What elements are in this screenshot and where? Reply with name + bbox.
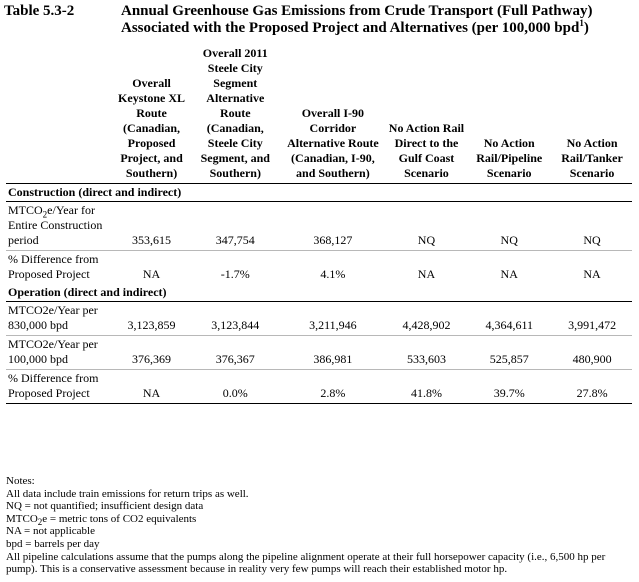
table-cell: 347,754: [191, 202, 279, 251]
row-label: MTCO2e/Year per 830,000 bpd: [6, 302, 112, 336]
table-cell: NA: [583, 267, 601, 281]
table-cell: 376,367: [191, 336, 279, 370]
column-header: Overall 2011 Steele City Segment Alternative Route (Canadian, Steele City Segment, and Southern): [200, 46, 270, 180]
section-label: Construction (direct and indirect): [6, 184, 632, 202]
row-label: [6, 202, 112, 251]
note-line: bpd = barrels per day: [6, 537, 100, 550]
table-cell: 2.8%: [279, 370, 386, 404]
row-label: % Difference from Proposed Project: [8, 252, 99, 281]
notes-heading: Notes:: [6, 475, 35, 487]
row-label-part: MTCO: [8, 203, 43, 217]
table-cell: 3,211,946: [279, 302, 386, 336]
table-cell: 386,981: [279, 336, 386, 370]
table-cell: 39.7%: [466, 370, 552, 404]
row-label: MTCO2e/Year per 100,000 bpd: [6, 336, 112, 370]
table-cell: NA: [142, 267, 161, 281]
table-cell: NA: [500, 267, 518, 281]
section-label: Operation (direct and indirect): [6, 284, 632, 302]
table-cell: 533,603: [387, 336, 467, 370]
table-cell: 368,127: [279, 202, 386, 251]
section-row-operation: [6, 284, 632, 302]
title-close-paren: ): [583, 20, 589, 36]
header-row: [6, 46, 632, 184]
note-line: NQ = not quantified; insufficient design data: [6, 500, 204, 513]
table-title-text: Annual Greenhouse Gas Emissions from Crude Transport (Full Pathway) Associated with the Proposed Project and Alternatives (per 100,000 bpd: [121, 3, 593, 36]
column-header: Overall Keystone XL Route (Canadian, Proposed Project, and Southern): [118, 76, 186, 180]
table-title: [121, 3, 633, 37]
table-cell: 4.1%: [320, 267, 346, 281]
table-cell: 376,369: [112, 336, 192, 370]
table-row: [6, 370, 632, 404]
table-row: [6, 202, 632, 251]
table-row: [6, 302, 632, 336]
table-cell: 3,991,472: [552, 302, 632, 336]
column-header: Overall I-90 Corridor Alternative Route (Canadian, I-90, and Southern): [287, 106, 379, 180]
section-row-construction: [6, 184, 632, 202]
emissions-table: [6, 46, 632, 404]
note-subscript: 2: [37, 516, 43, 527]
row-label: % Difference from Proposed Project: [6, 370, 112, 404]
table-cell: NA: [112, 370, 192, 404]
table-cell: 480,900: [552, 336, 632, 370]
table-cell: 4,428,902: [387, 302, 467, 336]
table-cell: 0.0%: [191, 370, 279, 404]
table-row: [6, 251, 632, 285]
table-cell: NA: [417, 267, 436, 281]
note-line: [6, 513, 634, 526]
table-cell: 3,123,844: [191, 302, 279, 336]
table-number: Table 5.3-2: [4, 3, 75, 19]
table-cell: 4,364,611: [466, 302, 552, 336]
table-cell: 525,857: [466, 336, 552, 370]
column-header: No Action Rail/Pipeline Scenario: [476, 136, 543, 180]
header-empty-cell: [6, 46, 112, 184]
table-cell: -1.7%: [220, 267, 250, 281]
table-cell: 27.8%: [552, 370, 632, 404]
row-label-subscript: 2: [42, 209, 48, 220]
note-part: MTCO: [6, 512, 38, 525]
note-line: All data include train emissions for return trips as well.: [6, 487, 249, 500]
table-notes: [6, 475, 634, 576]
table-cell: NQ: [387, 202, 467, 251]
column-header: No Action Rail Direct to the Gulf Coast Scenario: [388, 121, 465, 180]
table-cell: NQ: [552, 202, 632, 251]
table-cell: 3,123,859: [112, 302, 192, 336]
table-cell: 41.8%: [387, 370, 467, 404]
table-row: [6, 336, 632, 370]
column-header: No Action Rail/Tanker Scenario: [561, 136, 623, 180]
note-part: e = metric tons of CO2 equivalents: [42, 512, 197, 525]
title-footnote-marker: 1: [579, 18, 584, 28]
note-line: All pipeline calculations assume that the pumps along the pipeline alignment operate at their full horsepower capacity (i.e., 6,500 hp per pump). This is a conservative assessment because in reality very few pumps will reach their established motor hp.: [6, 550, 606, 576]
row-label-part: e/Year for Entire Construction period: [8, 203, 103, 247]
table-cell: NQ: [466, 202, 552, 251]
note-line: NA = not applicable: [6, 525, 95, 538]
table-cell: 353,615: [112, 202, 192, 251]
